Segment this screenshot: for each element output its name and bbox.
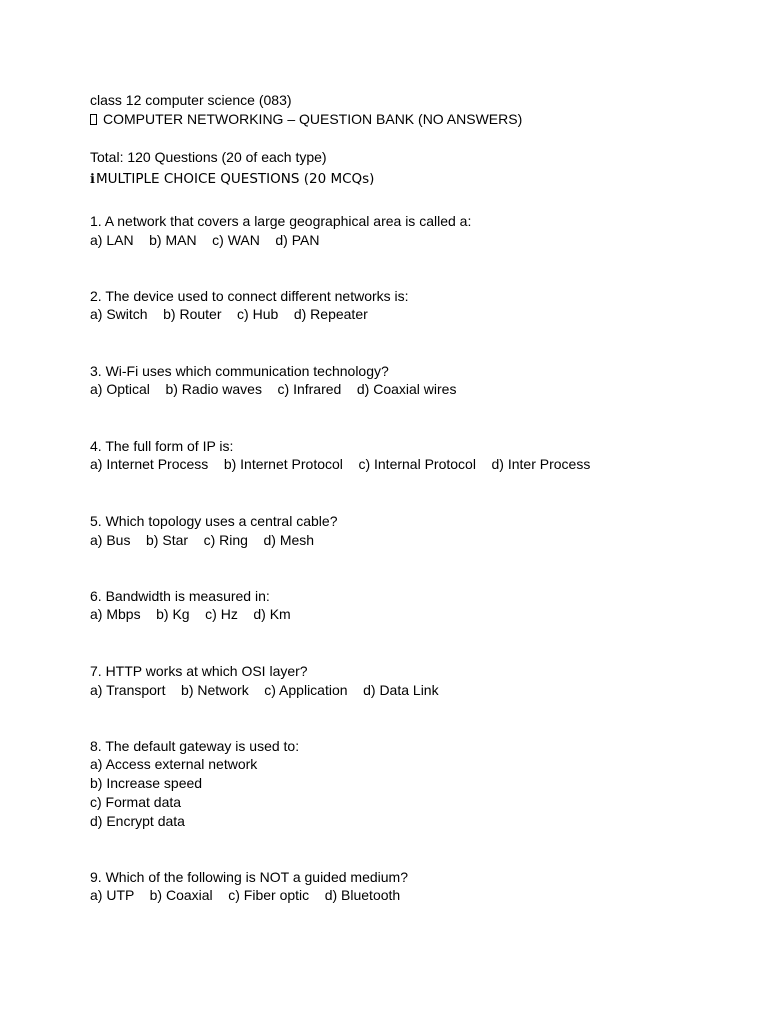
question-5-options: a) Bus b) Star c) Ring d) Mesh: [90, 532, 315, 548]
document-title-text: COMPUTER NETWORKING – QUESTION BANK (NO ANSWERS): [103, 111, 523, 127]
section-heading-text: MULTIPLE CHOICE QUESTIONS (20 MCQs): [95, 171, 375, 187]
question-9-options: a) UTP b) Coaxial c) Fiber optic d) Bluetooth: [90, 887, 401, 903]
question-7: 7. HTTP works at which OSI layer?: [90, 663, 308, 679]
question-4-options: a) Internet Process b) Internet Protocol c) Internal Protocol d) Inter Process: [90, 456, 591, 472]
question-8-option-b: b) Increase speed: [90, 775, 203, 791]
question-1-options: a) LAN b) MAN c) WAN d) PAN: [90, 232, 320, 248]
question-2-options: a) Switch b) Router c) Hub d) Repeater: [90, 306, 368, 322]
question-8: 8. The default gateway is used to:: [90, 738, 300, 754]
question-8-option-a: a) Access external network: [90, 756, 258, 772]
class-line: class 12 computer science (083): [90, 92, 292, 108]
question-2: 2. The device used to connect different networks is:: [90, 288, 409, 304]
question-6: 6. Bandwidth is measured in:: [90, 588, 270, 604]
question-8-option-c: c) Format data: [90, 794, 182, 810]
question-9: 9. Which of the following is NOT a guided medium?: [90, 869, 409, 885]
question-7-options: a) Transport b) Network c) Application d) Data Link: [90, 682, 439, 698]
question-3-options: a) Optical b) Radio waves c) Infrared d) Coaxial wires: [90, 381, 457, 397]
info-icon: ℹ: [90, 172, 95, 187]
question-1: 1. A network that covers a large geographical area is called a:: [90, 213, 472, 229]
document-title: [90, 111, 522, 128]
section-heading: [90, 171, 374, 188]
total-questions: Total: 120 Questions (20 of each type): [90, 149, 327, 165]
question-5: 5. Which topology uses a central cable?: [90, 513, 338, 529]
question-6-options: a) Mbps b) Kg c) Hz d) Km: [90, 606, 291, 622]
question-8-option-d: d) Encrypt data: [90, 813, 185, 829]
question-4: 4. The full form of IP is:: [90, 438, 234, 454]
box-icon: [90, 114, 97, 125]
question-3: 3. Wi-Fi uses which communication technology?: [90, 363, 389, 379]
